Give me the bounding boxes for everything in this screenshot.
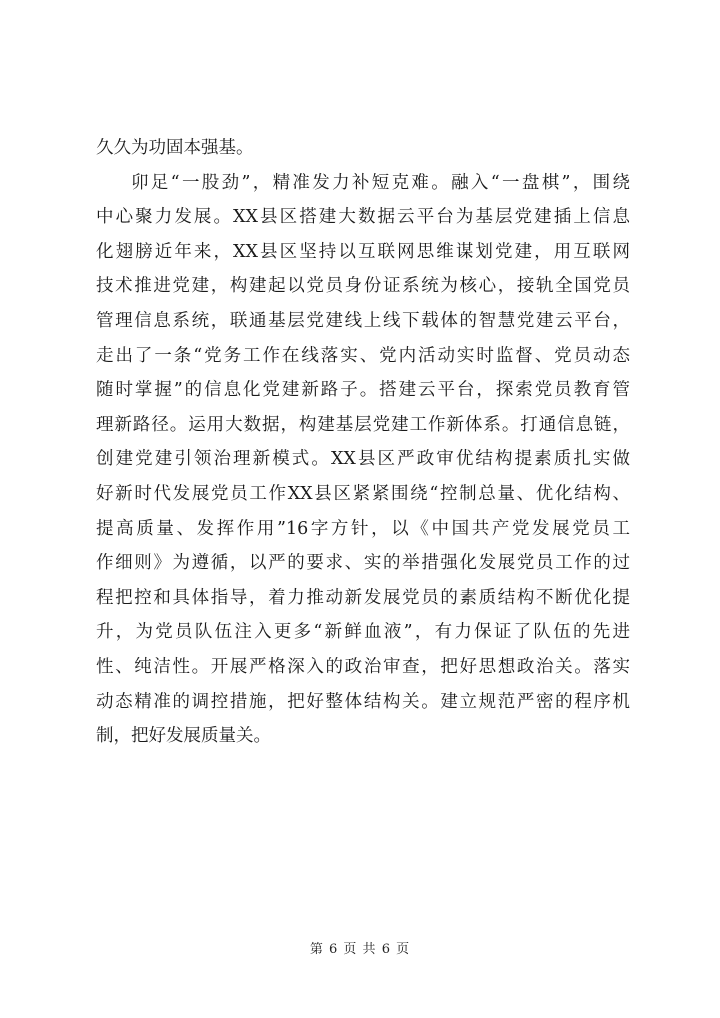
text-line: 创建党建引领治理新模式。XX县区严政审优结构提素质扎实做 [96,449,630,470]
text-line: 升，为党员队伍注入更多“新鲜血液”，有力保证了队伍的先进 [96,622,630,643]
text-line: 作细则》为遵循，以严的要求、实的举措强化发展党员工作的过 [96,553,630,574]
page-number-label: 第 6 页 共 6 页 [309,942,411,957]
text-line: 技术推进党建，构建起以党员身份证系统为核心，接轨全国党员 [96,276,630,297]
text-line: 提高质量、发挥作用”16字方针，以《中国共产党发展党员工 [96,518,630,539]
text-line: 程把控和具体指导，着力推动新发展党员的素质结构不断优化提 [96,587,630,608]
text-line: 理新路径。运用大数据，构建基层党建工作新体系。打通信息链， [96,414,630,435]
text-line: 化翅膀近年来，XX县区坚持以互联网思维谋划党建，用互联网 [96,241,630,262]
text-line: 动态精准的调控措施，把好整体结构关。建立规范严密的程序机 [96,691,630,712]
text-line: 管理信息系统，联通基层党建线上线下载体的智慧党建云平台， [96,310,630,331]
body-text [96,131,630,754]
text-line: 走出了一条“党务工作在线落实、党内活动实时监督、党员动态 [96,345,630,366]
text-line: 卯足“一股劲”，精准发力补短克难。融入“一盘棋”，围绕 [131,172,630,193]
text-line: 好新时代发展党员工作XX县区紧紧围绕“控制总量、优化结构、 [96,483,630,504]
page-footer [0,938,720,957]
text-line: 性、纯洁性。开展严格深入的政治审查，把好思想政治关。落实 [96,656,630,677]
text-line: 制，把好发展质量关。 [96,726,271,747]
text-line: 中心聚力发展。XX县区搭建大数据云平台为基层党建插上信息 [96,207,630,228]
text-line: 久久为功固本强基。 [96,138,254,158]
text-line: 随时掌握”的信息化党建新路子。搭建云平台，探索党员教育管 [96,380,630,401]
